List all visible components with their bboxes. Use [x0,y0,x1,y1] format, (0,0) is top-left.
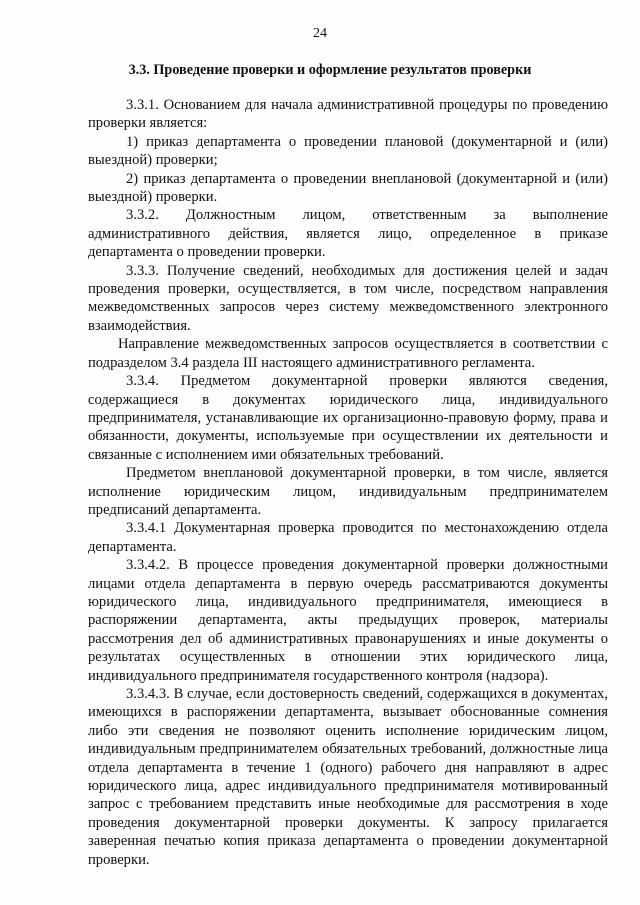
paragraph-unscheduled-subject: Предметом внеплановой документарной проверки, в том числе, является исполнение юридическим лицом, индивидуальным предпринимателем предписаний департамента. [88,465,608,518]
paragraph-3-3-4-3: 3.3.4.3. В случае, если достоверность сведений, содержащихся в документах, имеющихся в распоряжении департамента, вызывает обоснованные сомнения либо эти сведения не позволяют оценить исполнение юридическим лицом, индивидуальным предпринимателем обязательных требований, должностные лица отдела департамента в течение 1 (одного) рабочего дня направляют в адрес юридического лица, адрес индивидуального предпринимателя мотивированный запрос с требованием представить иные необходимые для рассмотрения в ходе проведения документарной проверки документы. К запросу прилагается заверенная печатью копия приказа департамента о проведении документарной проверки. [88,686,608,868]
paragraph-3-3-2: 3.3.2. Должностным лицом, ответственным за выполнение административного действия, является лицо, определенное в приказе департамента о проведении проверки. [88,207,608,261]
paragraph-3-3-4: 3.3.4. Предметом документарной проверки являются сведения, содержащиеся в документах юридического лица, индивидуального предпринимателя, устанавливающие их организационно-правовую форму, права и обязанности, документы, используемые при осуществлении их деятельности и связанные с исполнением ими обязательных требований. [88,373,608,463]
paragraph-3-3-4-2: 3.3.4.2. В процессе проведения документарной проверки должностными лицами отдела департамента в первую очередь рассматриваются документы юридического лица, индивидуального предпринимателя, имеющиеся в распоряжении департамента, акты предыдущих проверок, материалы рассмотрения дел об административных правонарушениях и иные документы о результатах осуществленных в отношении этих юридического лица, индивидуального предпринимателя государственного контроля (надзора). [88,557,608,684]
paragraph-3-3-3: 3.3.3. Получение сведений, необходимых для достижения целей и задач проведения проверки, осуществляется, в том числе, посредством направления межведомственных запросов через систему межведомственного электронного взаимодействия. [88,262,608,334]
paragraph-item-2: 2) приказ департамента о проведении внеплановой (документарной и (или) выездной) проверки. [88,170,608,206]
paragraph-3-3-4-1: 3.3.4.1 Документарная проверка проводится по местонахождению отдела департамента. [88,520,608,555]
page-number: 24 [313,26,327,41]
paragraph-interagency-requests: Направление межведомственных запросов осуществляется в соответствии с подразделом 3.4 раздела III настоящего административного регламента. [88,336,608,371]
paragraph-3-3-1: 3.3.1. Основанием для начала административной процедуры по проведению проверки является: [88,97,608,132]
paragraph-item-1: 1) приказ департамента о проведении плановой (документарной и (или) выездной) проверки; [88,133,608,169]
document-body [88,96,608,869]
section-heading: 3.3. Проведение проверки и оформление результатов проверки [128,62,532,78]
